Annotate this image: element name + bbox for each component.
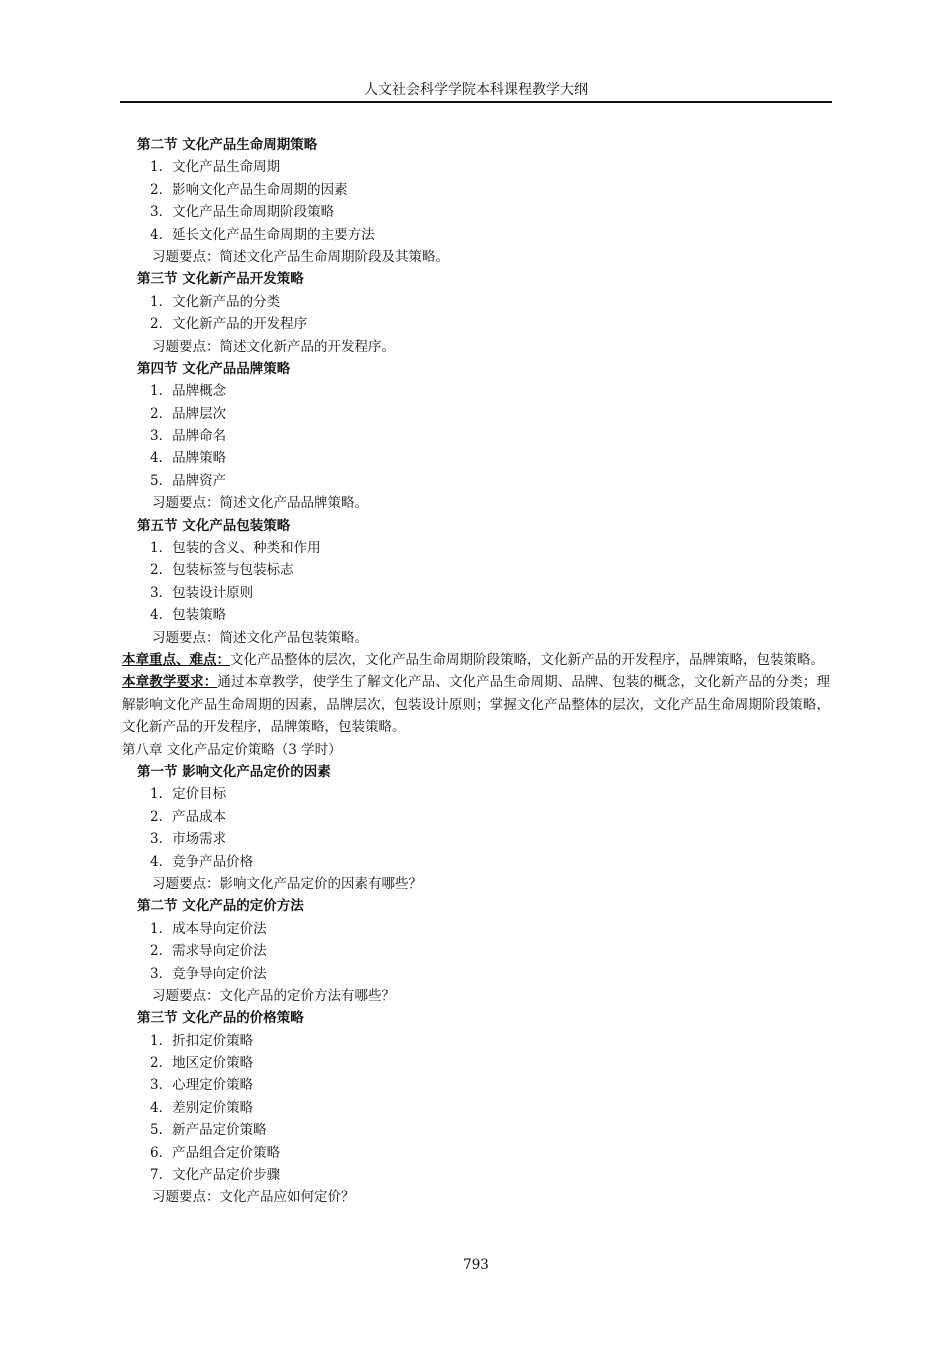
list-item: 6．产品组合定价策略: [150, 1144, 281, 1161]
list-item: 2．文化新产品的开发程序: [150, 316, 308, 333]
requirements-label: 本章教学要求：: [122, 674, 218, 691]
page-number: 793: [463, 1257, 489, 1273]
key-points-text: 文化产品整体的层次，文化产品生命周期阶段策略，文化新产品的开发程序，品牌策略，包装策略。: [230, 651, 824, 668]
header-rule: [120, 101, 832, 103]
list-item: 3．竞争导向定价法: [150, 965, 267, 982]
list-item: 3．市场需求: [150, 831, 227, 848]
exercise-point: 习题要点：简述文化新产品的开发程序。: [152, 338, 395, 355]
list-item: 2．品牌层次: [150, 405, 227, 422]
chapter-heading: 第八章 文化产品定价策略（3 学时）: [122, 741, 342, 758]
requirements-text: 通过本章教学，使学生了解文化产品、文化产品生命周期、品牌、包装的概念，文化新产品的分类；理解影响文化产品生命周期的因素，品牌层次，包装设计原则；掌握文化产品整体的层次，文化产品生命周期阶段策略，文化新产品的开发程序，品牌策略，包装策略。: [122, 674, 831, 736]
list-item: 2．包装标签与包装标志: [150, 562, 294, 579]
section-heading: 第三节 文化新产品开发策略: [137, 271, 304, 288]
list-item: 7．文化产品定价步骤: [150, 1167, 281, 1184]
list-item: 2．地区定价策略: [150, 1055, 254, 1072]
list-item: 4．包装策略: [150, 607, 227, 624]
exercise-point: 习题要点：简述文化产品品牌策略。: [152, 495, 368, 512]
chapter-teaching-requirements: [122, 671, 830, 738]
section-heading: 第四节 文化产品品牌策略: [137, 360, 291, 377]
list-item: 1．定价目标: [150, 786, 227, 803]
list-item: 2．产品成本: [150, 808, 227, 825]
exercise-point: 习题要点：简述文化产品生命周期阶段及其策略。: [152, 248, 449, 265]
list-item: 4．竞争产品价格: [150, 853, 254, 870]
chapter-key-points: [122, 649, 830, 671]
list-item: 2．影响文化产品生命周期的因素: [150, 181, 348, 198]
list-item: 1．文化产品生命周期: [150, 159, 281, 176]
list-item: 1．成本导向定价法: [150, 920, 267, 937]
section-heading: 第二节 文化产品的定价方法: [137, 898, 304, 915]
list-item: 5．新产品定价策略: [150, 1122, 267, 1139]
section-heading: 第三节 文化产品的价格策略: [137, 1010, 304, 1027]
section-heading: 第五节 文化产品包装策略: [137, 517, 291, 534]
list-item: 3．包装设计原则: [150, 584, 254, 601]
list-item: 2．需求导向定价法: [150, 943, 267, 960]
list-item: 3．心理定价策略: [150, 1077, 254, 1094]
list-item: 3．文化产品生命周期阶段策略: [150, 204, 335, 221]
section-list-chapter8: [122, 739, 830, 1209]
list-item: 4．品牌策略: [150, 450, 227, 467]
exercise-point: 习题要点：简述文化产品包装策略。: [152, 629, 368, 646]
list-item: 5．品牌资产: [150, 472, 227, 489]
list-item: 1．包装的含义、种类和作用: [150, 540, 321, 557]
section-heading: 第二节 文化产品生命周期策略: [137, 137, 318, 153]
exercise-point: 习题要点：影响文化产品定价的因素有哪些？: [152, 875, 422, 892]
section-heading: 第一节 影响文化产品定价的因素: [137, 764, 331, 780]
list-item: 1．品牌概念: [150, 383, 227, 400]
list-item: 3．品牌命名: [150, 428, 227, 445]
list-item: 1．文化新产品的分类: [150, 293, 281, 310]
page-header: 人文社会科学学院本科课程教学大纲: [364, 82, 588, 98]
list-item: 4．差别定价策略: [150, 1099, 254, 1116]
list-item: 1．折扣定价策略: [150, 1032, 254, 1049]
list-item: 4．延长文化产品生命周期的主要方法: [150, 226, 375, 243]
key-points-label: 本章重点、难点：: [122, 651, 230, 668]
exercise-point: 习题要点：文化产品应如何定价？: [152, 1189, 355, 1206]
exercise-point: 习题要点：文化产品的定价方法有哪些？: [152, 987, 395, 1004]
document-body: [122, 134, 830, 1209]
section-list-chapter7: [122, 134, 830, 649]
